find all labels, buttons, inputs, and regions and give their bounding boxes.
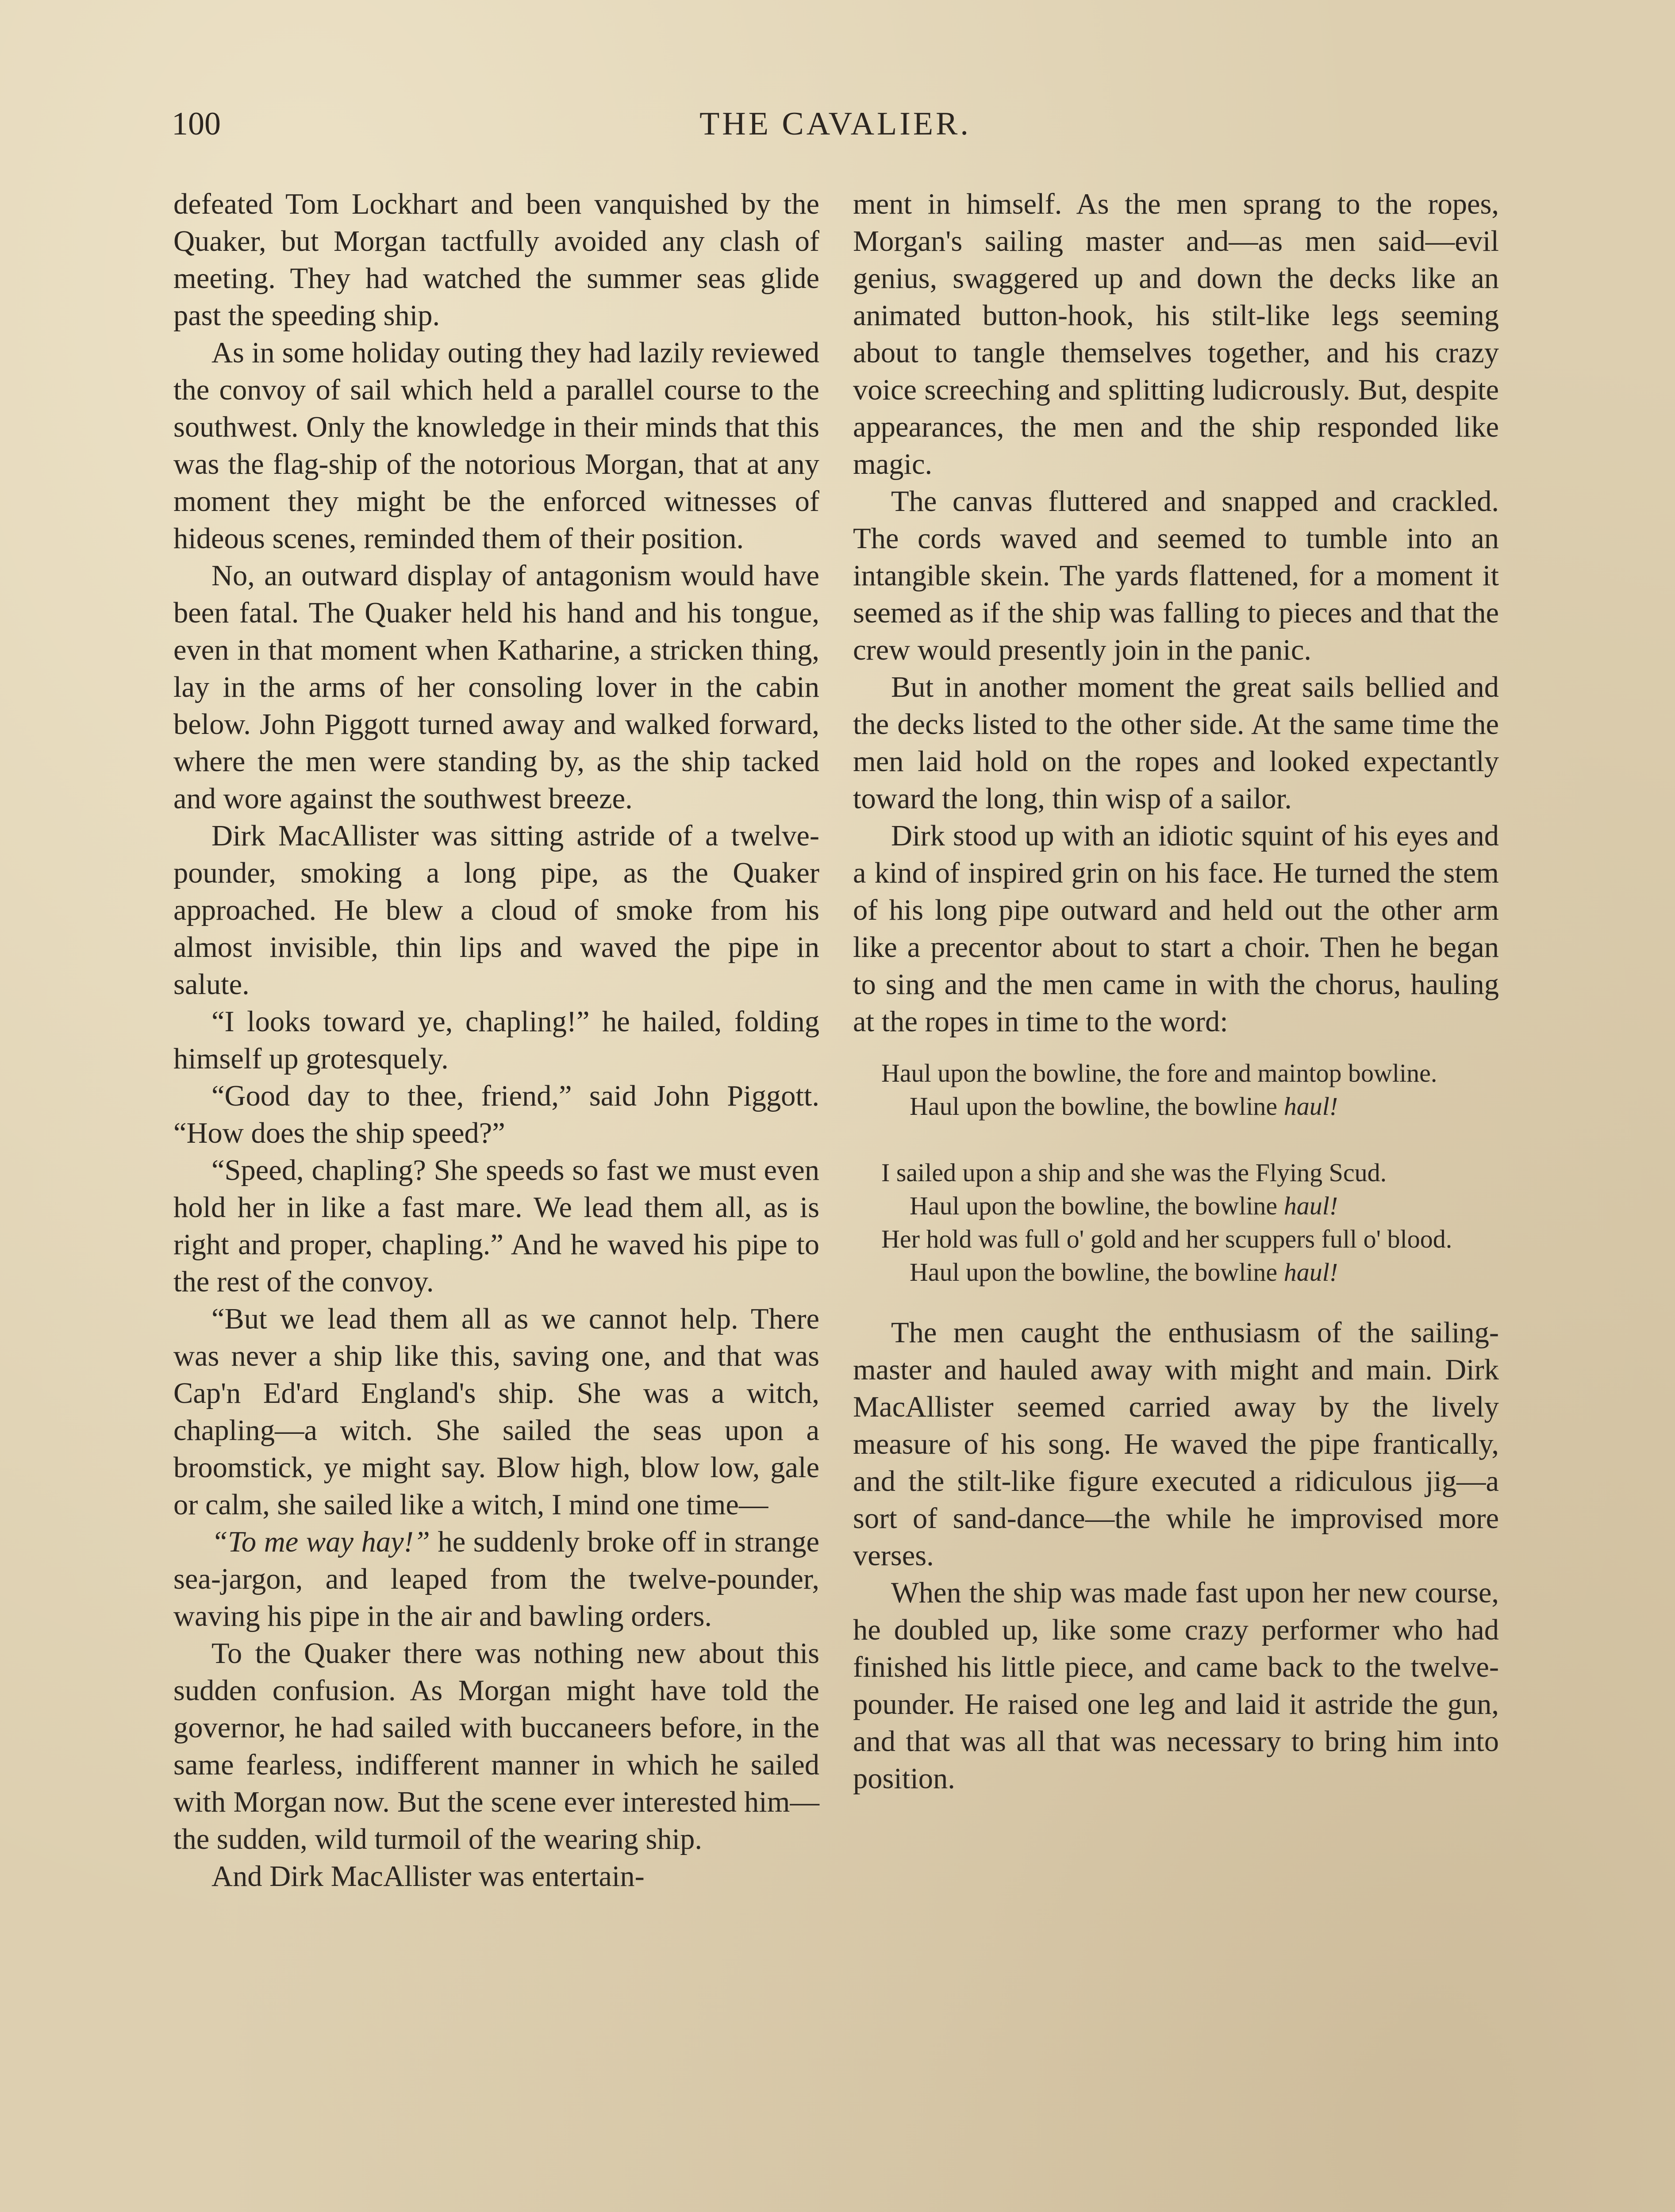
verse-refrain	[881, 1090, 1499, 1123]
verse-refrain	[881, 1256, 1499, 1289]
refrain-end: haul!	[1283, 1191, 1338, 1220]
paragraph: When the ship was made fast upon her new course, he doubled up, like some crazy performer who had finished his little piece, and came back to the twelve-pounder. He raised one leg and laid it astride the gun, and that was all that was necessary to bring him into position.	[853, 1577, 1499, 1795]
left-column	[173, 186, 819, 1895]
paragraph: “But we lead them all as we cannot help. There was never a ship like this, saving one, and that was Cap'n Ed'ard England's ship. She was a witch, chapling—a witch. She sailed the seas upon a broomstick, ye might say. Blow high, blow low, gale or calm, she sailed like a witch, I mind one time—	[173, 1303, 819, 1521]
stanza-break	[881, 1123, 1499, 1156]
verse-line: Her hold was full o' gold and her scuppers full o' blood.	[881, 1225, 1452, 1253]
paragraph: “Speed, chapling? She speeds so fast we must even hold her in like a fast mare. We lead them all, as is right and proper, chapling.” And he waved his pipe to the rest of the convoy.	[173, 1154, 819, 1298]
paragraph: To the Quaker there was nothing new about this sudden confusion. As Morgan might have told the governor, he had sailed with buccaneers before, in the same fearless, indifferent manner in which he sailed with Morgan now. But the scene ever interested him—the sudden, wild turmoil of the wearing ship.	[173, 1637, 819, 1855]
paragraph: “I looks toward ye, chapling!” he hailed, folding himself up grotesquely.	[173, 1006, 819, 1075]
italic-exclamation: “To me way hay!”	[211, 1526, 430, 1558]
paragraph: No, an outward display of antagonism would have been fatal. The Quaker held his hand and his tongue, even in that moment when Katharine, a stricken thing, lay in the arms of her consoling lover in the cabin below. John Piggott turned away and walked forward, where the men were standing by, as the ship tacked and wore against the southwest breeze.	[173, 560, 819, 815]
paragraph: As in some holiday outing they had lazily reviewed the convoy of sail which held a parallel course to the southwest. Only the knowledge in their minds that this was the flag-ship of the notorious Morgan, that at any moment they might be the enforced witnesses of hideous scenes, reminded them of their position.	[173, 337, 819, 555]
paragraph: The men caught the enthusiasm of the sailing-master and hauled away with might and main. Dirk MacAllister seemed carried away by the lively measure of his song. He waved the pipe frantically, and the stilt-like figure executed a ridiculous jig—a sort of sand-dance—the while he improvised more verses.	[853, 1317, 1499, 1572]
refrain-text: Haul upon the bowline, the bowline	[910, 1191, 1278, 1220]
paragraph: But in another moment the great sails bellied and the decks listed to the other side. At the same time the men laid hold on the ropes and looked expectantly toward the long, thin wisp of a sailor.	[853, 671, 1499, 815]
verse-line: I sailed upon a ship and she was the Flying Scud.	[881, 1158, 1387, 1187]
page-header	[172, 105, 1499, 154]
paragraph: defeated Tom Lockhart and been vanquished by the Quaker, but Morgan tactfully avoided any clash of meeting. They had watched the summer seas glide past the speeding ship.	[173, 188, 819, 332]
verse-refrain	[881, 1189, 1499, 1222]
refrain-text: Haul upon the bowline, the bowline	[910, 1258, 1278, 1286]
page-number: 100	[172, 106, 221, 142]
paragraph	[173, 1524, 819, 1635]
paragraph: Dirk MacAllister was sitting astride of a twelve-pounder, smoking a long pipe, as the Quaker approached. He blew a cloud of smoke from his almost invisible, thin lips and waved the pipe in salute.	[173, 820, 819, 1001]
paragraph: The canvas fluttered and snapped and crackled. The cords waved and seemed to tumble into an intangible skein. The yards flattened, for a moment it seemed as if the ship was falling to pieces and that the crew would presently join in the panic.	[853, 485, 1499, 666]
sea-shanty-verse	[881, 1056, 1499, 1289]
paragraph: “Good day to thee, friend,” said John Piggott. “How does the ship speed?”	[173, 1080, 819, 1149]
paragraph: ment in himself. As the men sprang to the ropes, Morgan's sailing master and—as men said—evil genius, swaggered up and down the decks like an animated button-hook, his stilt-like legs seeming about to tangle themselves together, and his crazy voice screeching and splitting ludicrously. But, despite appearances, the men and the ship responded like magic.	[853, 188, 1499, 480]
paragraph-last-line: And Dirk MacAllister was entertain-	[211, 1860, 645, 1893]
running-title: THE CAVALIER.	[699, 106, 971, 142]
refrain-end: haul!	[1283, 1258, 1338, 1286]
verse-line: Haul upon the bowline, the fore and maintop bowline.	[881, 1059, 1437, 1087]
paragraph: Dirk stood up with an idiotic squint of his eyes and a kind of inspired grin on his face. He turned the stem of his long pipe outward and held out the other arm like a precentor about to start a choir. Then he began to sing and the men came in with the chorus, hauling at the ropes in time to the word:	[853, 820, 1499, 1038]
right-column	[853, 186, 1499, 1797]
refrain-end: haul!	[1283, 1092, 1338, 1121]
refrain-text: Haul upon the bowline, the bowline	[910, 1092, 1278, 1121]
paragraph-continuation: he suddenly broke off in strange sea-jargon, and leaped from the twelve-pounder, waving his pipe in the air and bawling orders.	[173, 1526, 819, 1632]
